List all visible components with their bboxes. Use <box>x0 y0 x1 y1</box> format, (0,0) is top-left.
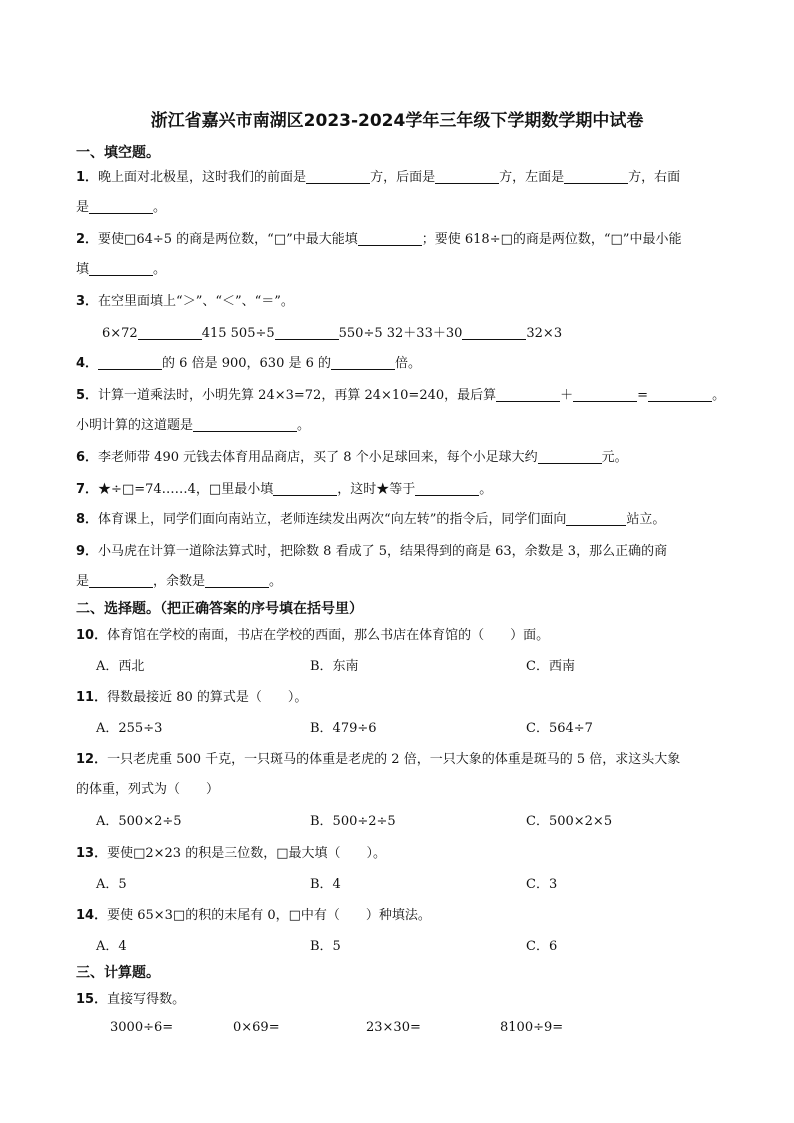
answer-blank[interactable] <box>273 481 337 496</box>
option-b[interactable]: B．479÷6 <box>310 721 377 736</box>
question-4: 4． 的 6 倍是 900，630 是 6 的 倍。 <box>76 356 422 371</box>
question-3-expressions: 6×72 415 505÷5 550÷5 32＋33＋30 32×3 <box>102 326 563 341</box>
answer-blank[interactable] <box>205 573 269 588</box>
option-a[interactable]: A．500×2÷5 <box>96 814 182 829</box>
answer-blank[interactable] <box>138 325 202 340</box>
answer-blank[interactable] <box>573 387 637 402</box>
question-10: 10．体育馆在学校的南面，书店在学校的西面，那么书店在体育馆的（ ）面。 <box>76 628 550 643</box>
question-13: 13．要使□2×23 的积是三位数，□最大填（ ）。 <box>76 846 386 861</box>
option-b[interactable]: B．4 <box>310 877 341 892</box>
question-14: 14．要使 65×3□的积的末尾有 0，□中有（ ）种填法。 <box>76 908 431 923</box>
answer-blank[interactable] <box>564 169 628 184</box>
question-8: 8．体育课上，同学们面向南站立，老师连续发出两次“向左转”的指令后，同学们面向 站立。 <box>76 512 666 527</box>
calc-item: 0×69= <box>233 1020 280 1035</box>
question-15: 15．直接写得数。 <box>76 992 186 1007</box>
option-c[interactable]: C．500×2×5 <box>526 814 613 829</box>
option-a[interactable]: A．4 <box>96 939 127 954</box>
calc-item: 8100÷9= <box>500 1020 564 1035</box>
answer-blank[interactable] <box>462 325 526 340</box>
question-5-cont: 小明计算的这道题是 。 <box>76 418 311 433</box>
answer-blank[interactable] <box>89 573 153 588</box>
question-2: 2．要使□64÷5 的商是两位数，“□”中最大能填 ；要使 618÷□的商是两位数，“□”中最小能 <box>76 232 682 247</box>
answer-blank[interactable] <box>331 355 395 370</box>
section-fill-blank: 一、填空题。 <box>76 145 160 161</box>
option-c[interactable]: C．西南 <box>526 659 575 674</box>
option-b[interactable]: B．5 <box>310 939 341 954</box>
option-c[interactable]: C．6 <box>526 939 558 954</box>
question-11: 11．得数最接近 80 的算式是（ ）。 <box>76 690 308 705</box>
answer-blank[interactable] <box>98 355 162 370</box>
question-9-cont: 是 ，余数是 。 <box>76 574 283 589</box>
answer-blank[interactable] <box>566 511 626 526</box>
answer-blank[interactable] <box>538 449 602 464</box>
question-12-cont: 的体重，列式为（ ） <box>76 782 220 797</box>
question-7: 7．★÷□=74……4，□里最小填 ，这时★等于 。 <box>76 482 493 497</box>
option-c[interactable]: C．564÷7 <box>526 721 593 736</box>
answer-blank[interactable] <box>306 169 370 184</box>
question-9: 9．小马虎在计算一道除法算式时，把除数 8 看成了 5，结果得到的商是 63，余数是 3，那么正确的商 <box>76 544 668 559</box>
question-6: 6．李老师带 490 元钱去体育用品商店，买了 8 个小足球回来，每个小足球大约 元。 <box>76 450 628 465</box>
answer-blank[interactable] <box>89 199 153 214</box>
option-a[interactable]: A．255÷3 <box>96 721 163 736</box>
question-1: 1．晚上面对北极星，这时我们的前面是 方，后面是 方，左面是 方，右面 <box>76 170 681 185</box>
page-title: 浙江省嘉兴市南湖区2023-2024学年三年级下学期数学期中试卷 <box>150 111 644 131</box>
calc-item: 3000÷6= <box>110 1020 174 1035</box>
question-2-cont: 填 。 <box>76 262 167 277</box>
section-calculation: 三、计算题。 <box>76 965 160 981</box>
section-multiple-choice: 二、选择题。（把正确答案的序号填在括号里） <box>76 601 363 617</box>
question-1-cont: 是 。 <box>76 200 167 215</box>
answer-blank[interactable] <box>358 231 422 246</box>
question-12: 12．一只老虎重 500 千克，一只斑马的体重是老虎的 2 倍，一只大象的体重是斑马的 5 倍，求这头大象 <box>76 752 681 767</box>
answer-blank[interactable] <box>193 417 297 432</box>
option-b[interactable]: B．东南 <box>310 659 359 674</box>
answer-blank[interactable] <box>275 325 339 340</box>
answer-blank[interactable] <box>435 169 499 184</box>
answer-blank[interactable] <box>648 387 712 402</box>
option-a[interactable]: A．西北 <box>96 659 145 674</box>
answer-blank[interactable] <box>89 261 153 276</box>
answer-blank[interactable] <box>415 481 479 496</box>
option-a[interactable]: A．5 <box>96 877 127 892</box>
calc-item: 23×30= <box>366 1020 421 1035</box>
question-3: 3．在空里面填上“＞”、“＜”、“＝”。 <box>76 294 294 309</box>
option-b[interactable]: B．500÷2÷5 <box>310 814 396 829</box>
option-c[interactable]: C．3 <box>526 877 558 892</box>
question-5: 5．计算一道乘法时，小明先算 24×3=72，再算 24×10=240，最后算 ＋ = 。 <box>76 388 726 403</box>
answer-blank[interactable] <box>496 387 560 402</box>
